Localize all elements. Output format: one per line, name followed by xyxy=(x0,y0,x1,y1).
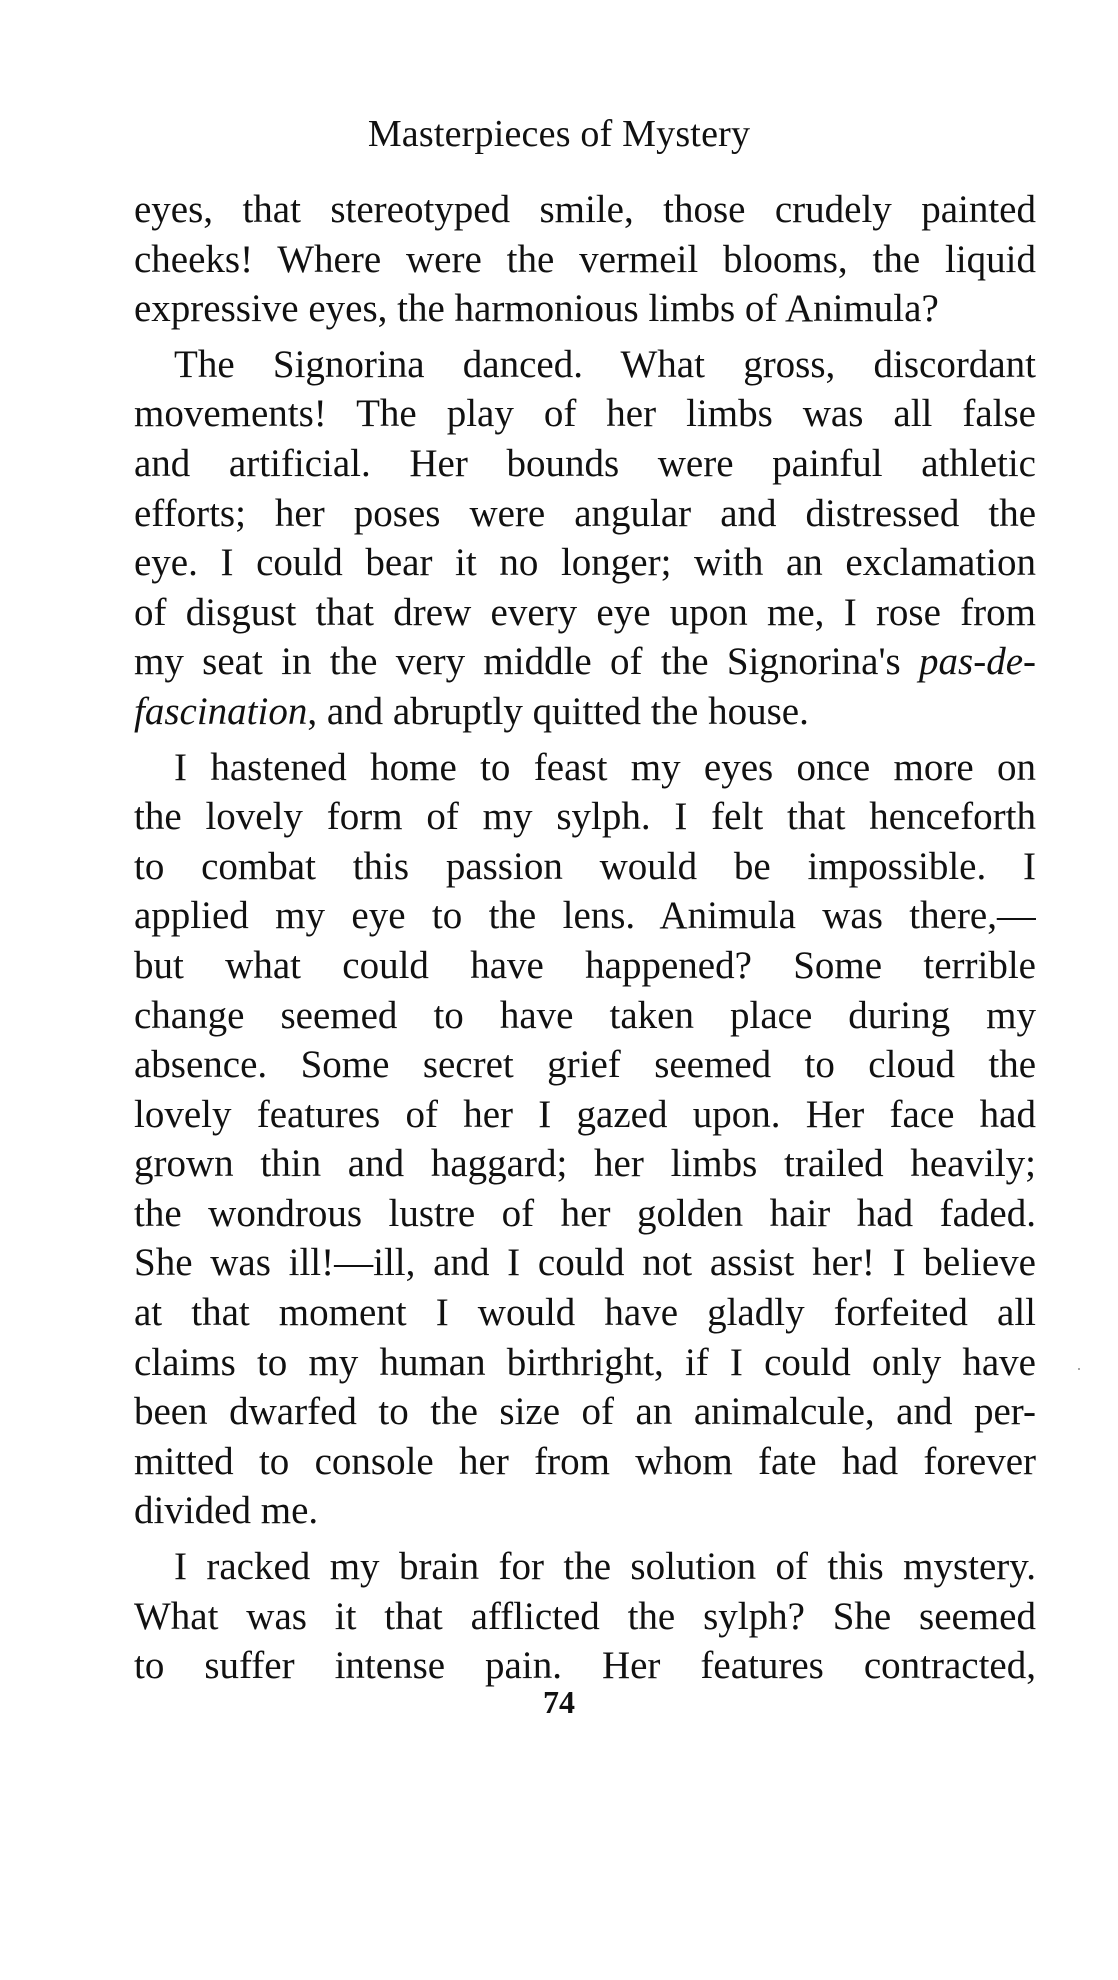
text-line: grown thin and haggard; her limbs trailed heavily; xyxy=(134,1142,1036,1186)
text-line: efforts; her poses were angular and distressed the xyxy=(134,491,1036,535)
text-line: cheeks! Where were the vermeil blooms, the liquid xyxy=(134,237,1036,281)
text-line: absence. Some secret grief seemed to cloud the xyxy=(134,1043,1036,1087)
text-line-with-italic xyxy=(134,687,1036,737)
paragraph-1 xyxy=(134,185,1036,334)
text-line: I racked my brain for the solution of this mystery. xyxy=(174,1545,1036,1589)
text-line: to combat this passion would be impossible. I xyxy=(134,844,1036,888)
text-line: I hastened home to feast my eyes once more on xyxy=(174,745,1036,789)
text-line: divided me. xyxy=(134,1489,319,1533)
text-line: at that moment I would have gladly forfeited all xyxy=(134,1291,1036,1335)
text-line: claims to my human birthright, if I could only have xyxy=(134,1340,1036,1384)
text-line: change seemed to have taken place during my xyxy=(134,993,1036,1037)
text-line: been dwarfed to the size of an animalcule, and per- xyxy=(134,1390,1036,1434)
paragraph-2 xyxy=(134,340,1036,737)
text-line: She was ill!—ill, and I could not assist her! I believe xyxy=(134,1241,1036,1285)
page-number: 74 xyxy=(543,1684,575,1720)
text-line: lovely features of her I gazed upon. Her face had xyxy=(134,1092,1036,1136)
text-segment: , and abruptly quitted the house. xyxy=(307,689,809,733)
text-line-with-italic xyxy=(134,637,1036,687)
running-head: Masterpieces of Mystery xyxy=(367,113,751,155)
text-line: of disgust that drew every eye upon me, I rose from xyxy=(134,590,1036,634)
text-line: What was it that afflicted the sylph? She seemed xyxy=(134,1594,1036,1638)
text-line: mitted to console her from whom fate had forever xyxy=(134,1439,1036,1483)
scan-speck xyxy=(1078,1368,1080,1370)
text-segment: my seat in the very middle of the Signorina's xyxy=(134,640,901,684)
text-line: to suffer intense pain. Her features contracted, xyxy=(134,1644,1036,1688)
paragraph-4 xyxy=(134,1542,1036,1691)
text-line: the lovely form of my sylph. I felt that henceforth xyxy=(134,795,1036,839)
text-line: applied my eye to the lens. Animula was there,— xyxy=(134,894,1036,938)
body-text xyxy=(134,185,1036,1691)
text-line: eyes, that stereotyped smile, those crudely painted xyxy=(134,188,1036,231)
text-line: but what could have happened? Some terrible xyxy=(134,943,1036,987)
paragraph-3 xyxy=(134,743,1036,1537)
text-line: the wondrous lustre of her golden hair had faded. xyxy=(134,1191,1036,1235)
text-line: The Signorina danced. What gross, discordant xyxy=(174,342,1036,386)
text-line: movements! The play of her limbs was all false xyxy=(134,392,1036,436)
text-line: eye. I could bear it no longer; with an exclamation xyxy=(134,541,1036,585)
italic-term: pas-de- xyxy=(919,640,1036,684)
italic-term: fascination xyxy=(134,689,308,733)
text-line: and artificial. Her bounds were painful athletic xyxy=(134,441,1036,485)
text-line: expressive eyes, the harmonious limbs of Animula? xyxy=(134,287,939,331)
